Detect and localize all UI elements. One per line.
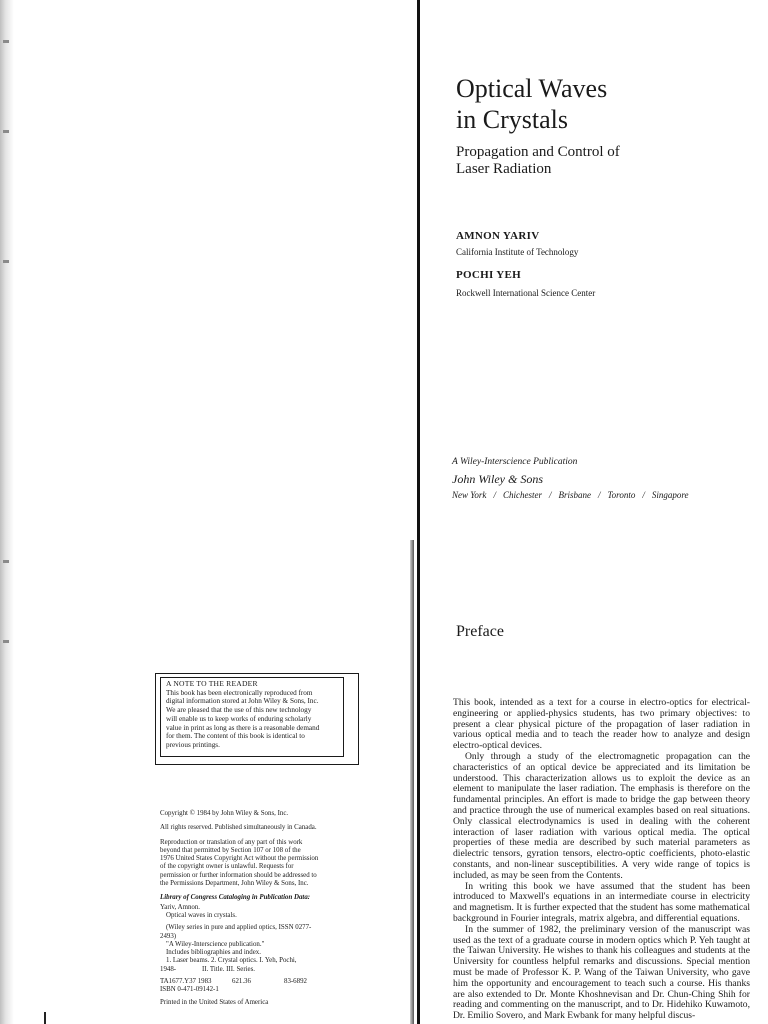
copyright-line: Copyright © 1984 by John Wiley & Sons, Inc. bbox=[160, 810, 289, 817]
scan-speck bbox=[3, 560, 9, 563]
note-to-reader-box bbox=[155, 673, 359, 765]
author-name: POCHI YEH bbox=[456, 269, 521, 281]
subtitle-line-2: Laser Radiation bbox=[456, 161, 552, 177]
cip-data bbox=[160, 904, 390, 1007]
city: Brisbane bbox=[558, 490, 591, 500]
city: Toronto bbox=[607, 490, 636, 500]
cip-dewey: 621.36 bbox=[232, 978, 251, 986]
reproduction-line: the Permissions Department, John Wiley & Sons, Inc. bbox=[160, 880, 309, 888]
cip-classification-row bbox=[160, 978, 390, 986]
cip-book: Optical waves in crystals. bbox=[166, 911, 237, 919]
city: New York bbox=[452, 490, 487, 500]
book-subtitle bbox=[456, 144, 620, 178]
scan-speck bbox=[3, 640, 9, 643]
note-line: value in print as long as there is a reasonable demand bbox=[166, 723, 320, 732]
note-line: digital information stored at John Wiley & Sons, Inc. bbox=[166, 697, 319, 706]
book-title bbox=[456, 73, 607, 135]
subtitle-line-1: Propagation and Control of bbox=[456, 144, 620, 160]
cip-subjects: 1. Laser beams. 2. Crystal optics. I. Yeh, Pochi, bbox=[166, 957, 297, 965]
reproduction-line: beyond that permitted by Section 107 or 108 of the bbox=[160, 846, 301, 854]
cip-heading: Library of Congress Cataloging in Publication Data: bbox=[160, 894, 311, 902]
scan-speck bbox=[3, 130, 9, 133]
author-affiliation: California Institute of Technology bbox=[456, 247, 579, 257]
reproduction-notice bbox=[160, 839, 390, 889]
author-affiliation: Rockwell International Science Center bbox=[456, 288, 596, 298]
scan-speck bbox=[3, 260, 9, 263]
author-name: AMNON YARIV bbox=[456, 230, 540, 242]
city-separator: / bbox=[548, 490, 552, 500]
note-line: for them. The content of this book is identical to bbox=[166, 732, 305, 741]
publisher-cities bbox=[452, 490, 689, 500]
printed-in: Printed in the United States of America bbox=[160, 998, 269, 1006]
note-to-reader-inner bbox=[160, 677, 344, 757]
book-gutter bbox=[417, 0, 420, 1024]
cip-author: Yariv, Amnon. bbox=[160, 903, 201, 911]
note-line: previous printings. bbox=[166, 740, 220, 749]
cip-note: Includes bibliographies and index. bbox=[166, 949, 261, 957]
preface-paragraph: In the summer of 1982, the preliminary version of the manuscript was used as the text of a graduate course in modern optics which P. Yeh taught at the Taiwan University. He wishes to thank his colleagues and students at the University for countless helpful remarks and discussions. Special mention must be made of Professor K. P. Wang of the Taiwan University, who gave him the opportunity and encouragement to teach such a course. His thanks are also extended to Dr. Monte Khoshnevisan and Dr. Chun-Ching Shih for reading and commenting on the manuscript, and to Dr. Hidehiko Kuwamoto, Dr. Emilio Sovero, and Mark Ewbank for many helpful discus- bbox=[453, 923, 750, 1022]
city-separator: / bbox=[493, 490, 496, 500]
city-separator: / bbox=[642, 490, 645, 500]
city: Chichester bbox=[502, 490, 542, 500]
preface-paragraph: This book, intended as a text for a course in electro-optics for electrical-engineering or applied-physics students, has two primary objectives: to present a clear physical picture of the propagation of laser radiation in various optical media and to teach the reader how to analyze and design electro-optical devices. bbox=[453, 698, 750, 752]
reproduction-line: of the copyright owner is unlawful. Requests for bbox=[160, 863, 294, 871]
title-line-2: in Crystals bbox=[456, 105, 568, 134]
cip-isbn: ISBN 0-471-09142-1 bbox=[160, 986, 219, 994]
imprint: A Wiley-Interscience Publication bbox=[452, 457, 578, 467]
city-separator: / bbox=[597, 490, 601, 500]
publisher-name: John Wiley & Sons bbox=[452, 472, 543, 486]
page-mark bbox=[44, 1012, 46, 1024]
reproduction-line: permission or further information should be addressed to bbox=[160, 871, 317, 879]
rights-line: All rights reserved. Published simultaneously in Canada. bbox=[160, 824, 317, 832]
cip-title-series: II. Title. III. Series. bbox=[202, 965, 256, 973]
note-line: We are pleased that the use of this new technology bbox=[166, 706, 312, 715]
cip-note: "A Wiley-Interscience publication." bbox=[166, 940, 265, 948]
cip-series: (Wiley series in pure and applied optics, ISSN 0277- bbox=[166, 924, 312, 932]
preface-paragraph: Only through a study of the electromagnetic propagation can the characteristics of an optical device be appreciated and its limitation be understood. This characterization allows us to exploit the device as an element to manipulate the laser radiation. The emphasis is therefore on the fundamental principles. An effort is made to bridge the gap between theory and practice through the use of numerical examples based on real situations. Only classical electrodynamics is used in dealing with the coherent interaction of laser radiation with various optical media. The optical properties of these media are described by such material parameters as dielectric tensors, gyration tensors, electro-optic coefficients, photo-elastic constants, and non-linear susceptibilities. A very wide range of topics is included, as may be seen from the Contents. bbox=[453, 750, 750, 881]
scan-speck bbox=[3, 40, 9, 43]
cip-call-number: TA1677.Y37 1983 bbox=[160, 978, 212, 986]
left-page-edge bbox=[0, 0, 14, 1024]
preface-body bbox=[453, 698, 750, 1024]
preface-paragraph: In writing this book we have assumed that the student has been introduced to Maxwell's equations in an intermediate course in electricity and magnetism. It is further expected that the student has some mathematical background in Fourier integrals, matrix algebra, and differential equations. bbox=[453, 880, 750, 924]
city: Singapore bbox=[651, 490, 689, 500]
title-line-1: Optical Waves bbox=[456, 74, 608, 103]
book-gutter-shadow bbox=[410, 540, 414, 1024]
cip-birth-year: 1948- bbox=[160, 965, 177, 973]
cip-series-cont: 2493) bbox=[160, 932, 177, 940]
copyright-block bbox=[160, 810, 390, 1007]
preface-heading: Preface bbox=[456, 623, 504, 640]
cip-lccn: 83-6892 bbox=[284, 978, 307, 986]
cip-subjects-row bbox=[160, 966, 390, 974]
reproduction-line: Reproduction or translation of any part of this work bbox=[160, 838, 303, 846]
note-line: will enable us to keep works of enduring scholarly bbox=[166, 714, 312, 723]
reproduction-line: 1976 United States Copyright Act without the permission bbox=[160, 855, 319, 863]
note-title: A NOTE TO THE READER bbox=[166, 679, 258, 688]
note-line: This book has been electronically reproduced from bbox=[166, 688, 313, 697]
